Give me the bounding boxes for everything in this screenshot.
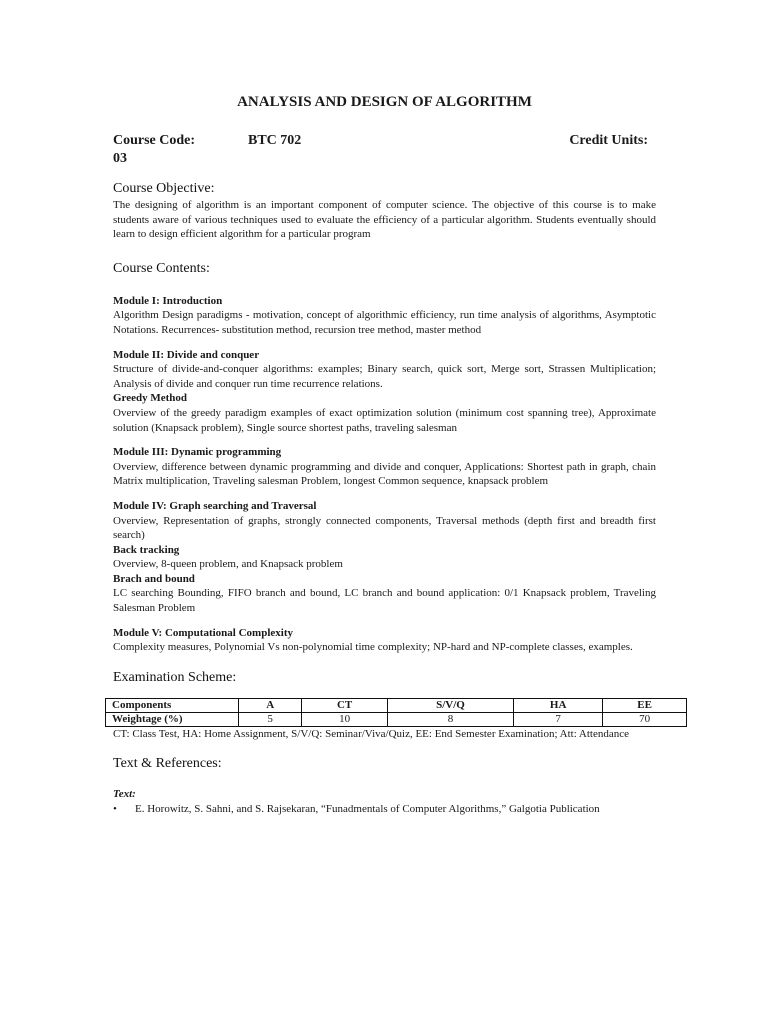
module-1-title: Module I: Introduction	[113, 294, 223, 307]
credit-units-value: 03	[113, 151, 127, 166]
course-contents-heading: Course Contents:	[113, 260, 210, 276]
document-page	[113, 92, 656, 817]
table-cell: EE	[603, 698, 687, 712]
module-2-title: Module II: Divide and conquer	[113, 348, 260, 361]
branch-and-bound-text: LC searching Bounding, FIFO branch and bound, LC branch and bound application: 0/1 Knapsack problem, Traveling Salesman Problem	[113, 587, 656, 615]
greedy-method-text: Overview of the greedy paradigm examples of exact optimization solution (minimum cost spanning tree), Approximate solution (Knapsack problem), Single source shortest paths, traveling salesman	[113, 406, 656, 434]
course-objective-heading: Course Objective:	[113, 181, 215, 196]
greedy-method-title: Greedy Method	[113, 392, 188, 405]
table-cell: 5	[239, 712, 302, 726]
back-tracking-text: Overview, 8-queen problem, and Knapsack problem	[113, 558, 343, 571]
course-code-row	[113, 132, 656, 150]
table-cell: 10	[302, 712, 388, 726]
module-1-text: Algorithm Design paradigms - motivation, concept of algorithmic efficiency, run time analysis of algorithms, Asymptotic Notations. Recurrences- substitution method, recursion tree method, master method	[113, 309, 656, 336]
examination-legend: CT: Class Test, HA: Home Assignment, S/V/Q: Seminar/Viva/Quiz, EE: End Semester Examination; Att: Attendance	[113, 727, 629, 740]
examination-scheme-heading: Examination Scheme:	[113, 669, 237, 685]
reference-text: E. Horowitz, S. Sahni, and S. Rajsekaran, “Funadmentals of Computer Algorithms,” Galgotia Publication	[135, 803, 600, 816]
module-5-text: Complexity measures, Polynomial Vs non-polynomial time complexity; NP-hard and NP-complete classes, examples.	[113, 641, 633, 654]
module-1	[113, 294, 656, 338]
table-cell: Components	[106, 698, 239, 712]
bullet-icon: •	[113, 803, 117, 816]
table-cell: 8	[387, 712, 513, 726]
module-3-text: Overview, difference between dynamic programming and divide and conquer, Applications: Shortest path in graph, chain Matrix multiplication, Traveling salesman Problem, longest Common sequence, knapsack problem	[113, 460, 656, 488]
table-cell: A	[239, 698, 302, 712]
document-title: ANALYSIS AND DESIGN OF ALGORITHM	[237, 94, 532, 110]
text-subheading: Text:	[113, 788, 136, 801]
table-cell: 70	[603, 712, 687, 726]
back-tracking-title: Back tracking	[113, 543, 180, 556]
module-5	[113, 626, 656, 655]
examination-scheme-table	[105, 698, 687, 727]
module-3	[113, 445, 656, 489]
table-cell: HA	[514, 698, 603, 712]
module-4	[113, 499, 656, 616]
course-code-label: Course Code:	[113, 133, 196, 148]
module-2	[113, 348, 656, 436]
table-cell: 7	[514, 712, 603, 726]
branch-and-bound-title: Brach and bound	[113, 572, 195, 585]
module-2-text: Structure of divide-and-conquer algorithms: examples; Binary search, quick sort, Merge sort, Strassen Multiplication; Analysis of divide and conquer run time recurrence relations.	[113, 363, 656, 390]
text-references-heading: Text & References:	[113, 756, 222, 772]
module-4-text: Overview, Representation of graphs, strongly connected components, Traversal methods (depth first and breadth first search)	[113, 514, 656, 542]
table-row	[106, 712, 687, 726]
table-cell: Weightage (%)	[106, 712, 239, 726]
course-objective-text: The designing of algorithm is an important component of computer science. The objective of this course is to make students aware of various techniques used to evaluate the efficiency of a particular algorithm. Students eventually should learn to design efficient algorithm for a particular program	[113, 199, 656, 241]
table-cell: S/V/Q	[387, 698, 513, 712]
credit-units-label: Credit Units:	[569, 133, 648, 148]
reference-item	[113, 802, 656, 817]
course-code-value: BTC 702	[248, 133, 302, 148]
module-3-title: Module III: Dynamic programming	[113, 446, 282, 459]
module-4-title: Module IV: Graph searching and Traversal	[113, 499, 317, 512]
table-cell: CT	[302, 698, 388, 712]
table-row	[106, 698, 687, 712]
module-5-title: Module V: Computational Complexity	[113, 626, 293, 639]
